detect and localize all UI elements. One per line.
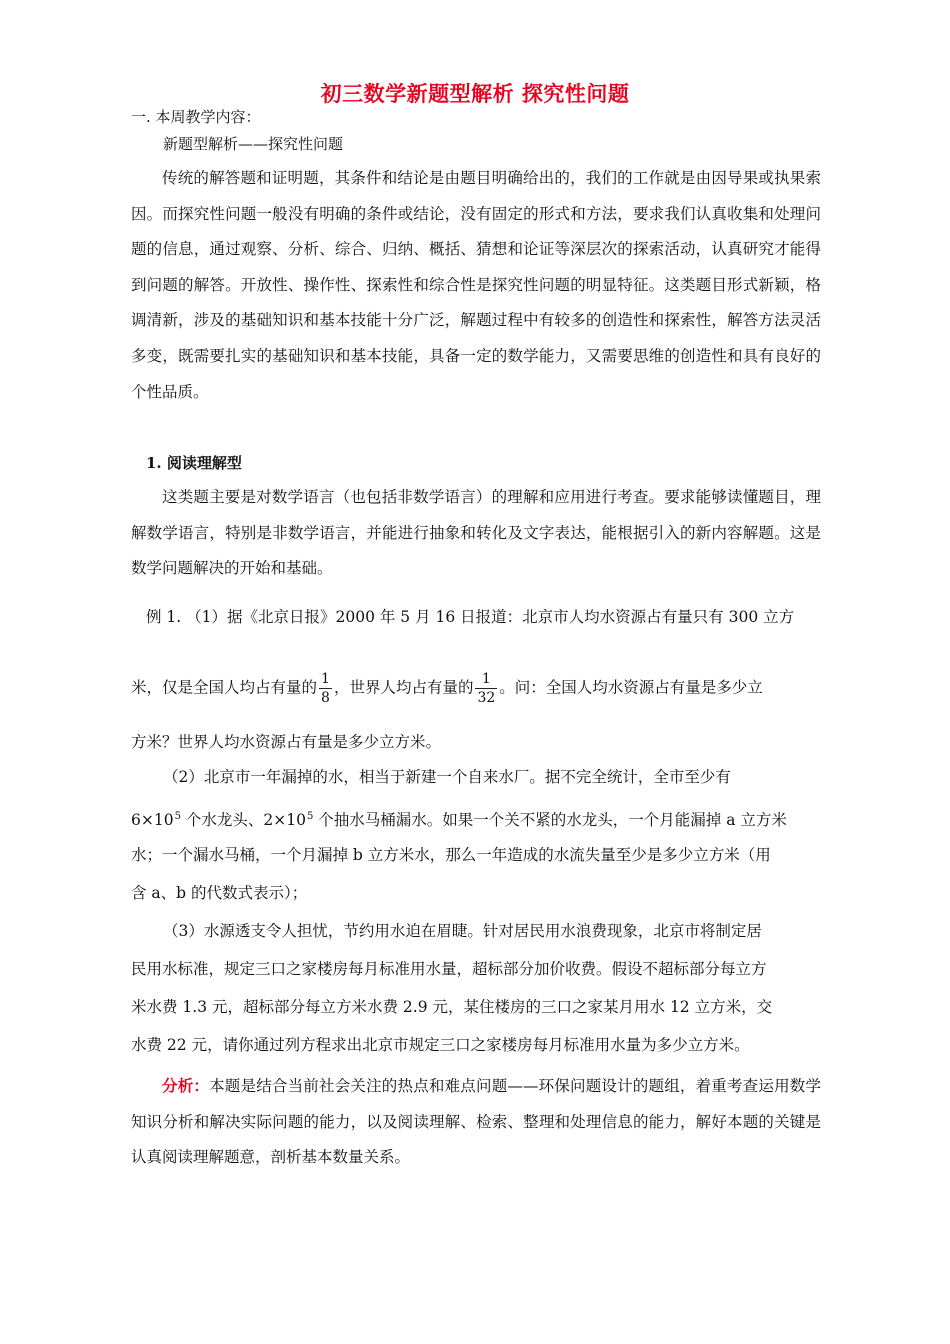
math-exponent: 5: [174, 811, 181, 822]
fraction-numerator: 1: [475, 670, 497, 689]
math-six-times-ten: 6×10: [131, 811, 174, 829]
example1-part3-line1: （3）水源透支令人担忧，节约用水迫在眉睫。针对居民用水浪费现象，北京市将制定居: [163, 922, 762, 940]
example1-part2-line2: [131, 806, 787, 831]
example1-part2-line3: 水；一个漏水马桶，一个月漏掉 b 立方米水，那么一年造成的水流失量至少是多少立方米（用: [131, 846, 771, 864]
example1-line3: 方米？世界人均水资源占有量是多少立方米。: [131, 733, 442, 751]
math-two-times-ten: 2×10: [263, 811, 306, 829]
section-heading: 一. 本周教学内容：: [131, 108, 261, 126]
example1-part3-line2: 民用水标准，规定三口之家楼房每月标准用水量，超标部分加价收费。假设不超标部分每立方: [131, 960, 767, 978]
section-subtitle: 新题型解析——探究性问题: [163, 135, 344, 153]
fraction-denominator: 32: [477, 690, 496, 706]
example1-line2: [131, 670, 763, 707]
example1-part2-line4: 含 a、b 的代数式表示）；: [131, 884, 308, 902]
example1-part3-line4: 水费 22 元，请你通过列方程求出北京市规定三口之家楼房每月标准用水量为多少立方米。: [131, 1036, 750, 1054]
example1-part2-line1: （2）北京市一年漏掉的水，相当于新建一个自来水厂。据不完全统计，全市至少有: [163, 768, 731, 786]
fraction-denominator: 8: [321, 690, 330, 706]
intro-paragraph: 传统的解答题和证明题，其条件和结论是由题目明确给出的，我们的工作就是由因导果或执果索因。而探究性问题一般没有明确的条件或结论，没有固定的形式和方法，要求我们认真收集和处理问题的信息，通过观察、分析、综合、归纳、概括、猜想和论证等深层次的探索活动，认真研究才能得到问题的解答。开放性、操作性、探索性和综合性是探究性问题的明显特征。这类题目形式新颖，格调清新，涉及的基础知识和基本技能十分广泛，解题过程中有较多的创造性和探索性，解答方法灵活多变，既需要扎实的基础知识和基本技能，具备一定的数学能力，又需要思维的创造性和具有良好的个性品质。: [131, 169, 821, 401]
example1-part2-mid: 个水龙头、: [180, 811, 264, 829]
math-exponent: 5: [306, 811, 314, 822]
analysis-paragraph: [131, 1068, 821, 1176]
type1-paragraph: 这类题主要是对数学语言（也包括非数学语言）的理解和应用进行考查。要求能够读懂题目，理解数学语言，特别是非数学语言，并能进行抽象和转化及文字表达，能根据引入的新内容解题。这是数学问题解决的开始和基础。: [131, 488, 821, 578]
analysis-label: 分析：: [162, 1076, 210, 1095]
example1-part2-rest: 个抽水马桶漏水。如果一个关不紧的水龙头，一个月能漏掉 a 立方米: [313, 811, 787, 829]
page-title: 初三数学新题型解析 探究性问题: [320, 81, 630, 106]
example1-part3-line3: 米水费 1.3 元，超标部分每立方米水费 2.9 元，某住楼房的三口之家某月用水 12 立方米，交: [131, 998, 773, 1016]
fraction-one-eighth: [319, 670, 332, 707]
analysis-text: 本题是结合当前社会关注的热点和难点问题——环保问题设计的题组，着重考查运用数学知识分析和解决实际问题的能力，以及阅读理解、检索、整理和处理信息的能力，解好本题的关键是认真阅读理解题意，剖析基本数量关系。: [131, 1077, 821, 1167]
example1-line1: 例 1. （1）据《北京日报》2000 年 5 月 16 日报道：北京市人均水资源占有量只有 300 立方: [146, 608, 795, 626]
fraction-numerator: 1: [321, 671, 330, 687]
example1-line2-a: 米，仅是全国人均占有量的: [131, 678, 318, 697]
example1-line2-c: 。问：全国人均水资源占有量是多少立: [499, 678, 763, 697]
type1-heading: 1. 阅读理解型: [146, 454, 242, 472]
example1-line2-b: ，世界人均占有量的: [333, 678, 474, 697]
fraction-one-thirty-second: [475, 670, 497, 707]
